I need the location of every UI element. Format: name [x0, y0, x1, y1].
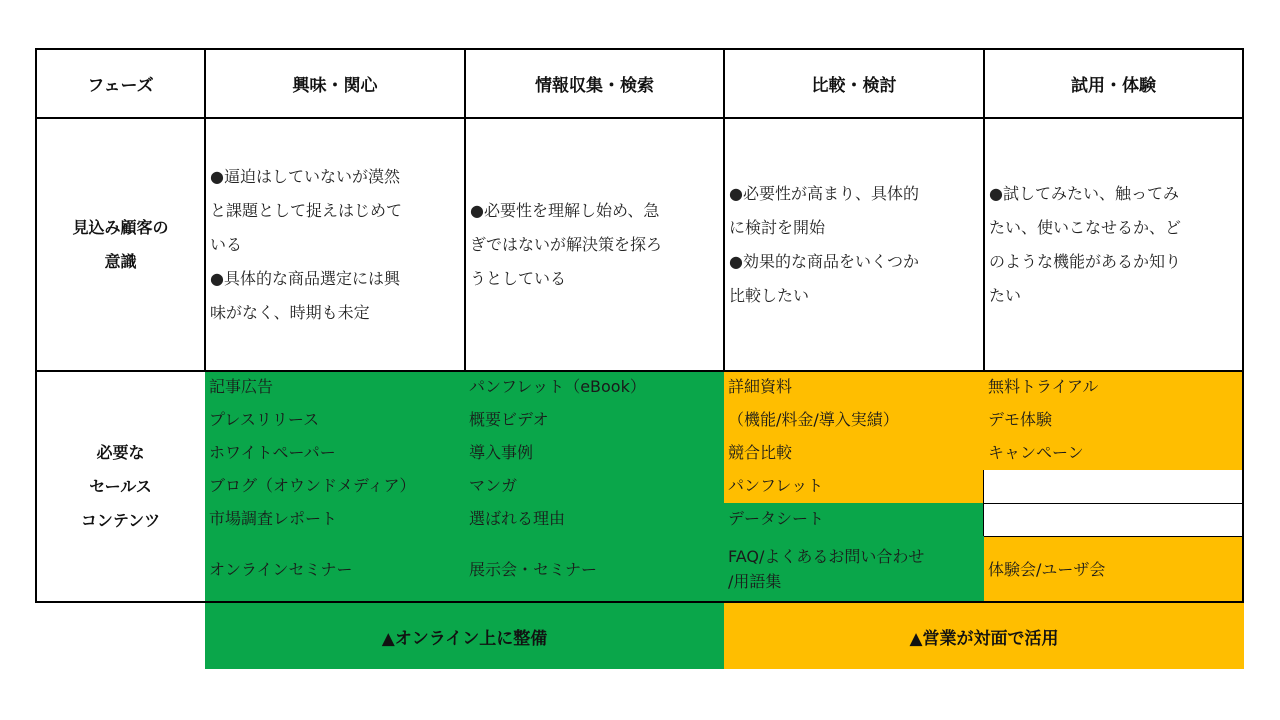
content-item: データシート — [724, 503, 984, 536]
header-phase-compare: 比較・検討 — [811, 76, 897, 96]
content-item: ブログ（オウンドメディア） — [205, 470, 465, 503]
header-phase-trial: 試用・体験 — [1071, 76, 1156, 96]
footer-online-band: ▲オンライン上に整備 — [205, 603, 724, 669]
row-label-awareness: 見込み顧客の 意識 — [72, 217, 169, 271]
content-item: デモ体験 — [984, 404, 1243, 437]
border-line — [723, 48, 725, 371]
border-line — [35, 48, 1244, 50]
content-item: 概要ビデオ — [465, 404, 724, 437]
content-item: パンフレット — [724, 470, 984, 503]
content-item: プレスリリース — [205, 404, 465, 437]
row-label-contents: 必要な セールス コンテンツ — [80, 442, 161, 530]
content-item: マンガ — [465, 470, 724, 503]
border-line — [983, 48, 985, 371]
header-phase-research: 情報収集・検索 — [535, 76, 654, 96]
content-item: ホワイトペーパー — [205, 437, 465, 470]
content-item: 導入事例 — [465, 437, 724, 470]
content-item-empty — [984, 470, 1243, 503]
awareness-interest: ●逼迫はしていないが漠然 と課題として捉えはじめて いる ●具体的な商品選定には興 味がなく、時期も未定 — [210, 166, 403, 322]
awareness-compare: ●必要性が高まり、具体的 に検討を開始 ●効果的な商品をいくつか 比較したい — [729, 183, 919, 305]
content-item: FAQ/よくあるお問い合わせ /用語集 — [724, 536, 984, 602]
border-line — [204, 48, 206, 371]
border-line — [464, 48, 466, 371]
content-item: パンフレット（eBook） — [465, 371, 724, 404]
awareness-trial: ●試してみたい、触ってみ たい、使いこなせるか、ど のような機能があるか知り たい — [989, 183, 1182, 305]
awareness-research: ●必要性を理解し始め、急 ぎではないが解決策を探ろ うとしている — [470, 200, 663, 288]
border-line — [983, 470, 984, 536]
content-item: 記事広告 — [205, 371, 465, 404]
border-line — [984, 536, 1243, 537]
content-item: 市場調査レポート — [205, 503, 465, 536]
footer-sales-band: ▲営業が対面で活用 — [724, 603, 1244, 669]
border-line — [35, 370, 1244, 372]
content-item-empty — [984, 503, 1243, 536]
border-line — [35, 48, 37, 603]
content-item: オンラインセミナー — [205, 536, 465, 602]
header-phase-interest: 興味・関心 — [292, 76, 378, 96]
content-item: 無料トライアル — [984, 371, 1243, 404]
content-item: 展示会・セミナー — [465, 536, 724, 602]
border-line — [984, 503, 1243, 504]
header-phase-label: フェーズ — [87, 76, 154, 96]
content-item: 選ばれる理由 — [465, 503, 724, 536]
content-item: 詳細資料 — [724, 371, 984, 404]
border-line — [35, 117, 1244, 119]
border-line — [1242, 48, 1244, 603]
content-item: 競合比較 — [724, 437, 984, 470]
content-item: 体験会/ユーザ会 — [984, 536, 1243, 602]
content-item: キャンペーン — [984, 437, 1243, 470]
content-item: （機能/料金/導入実績） — [724, 404, 984, 437]
